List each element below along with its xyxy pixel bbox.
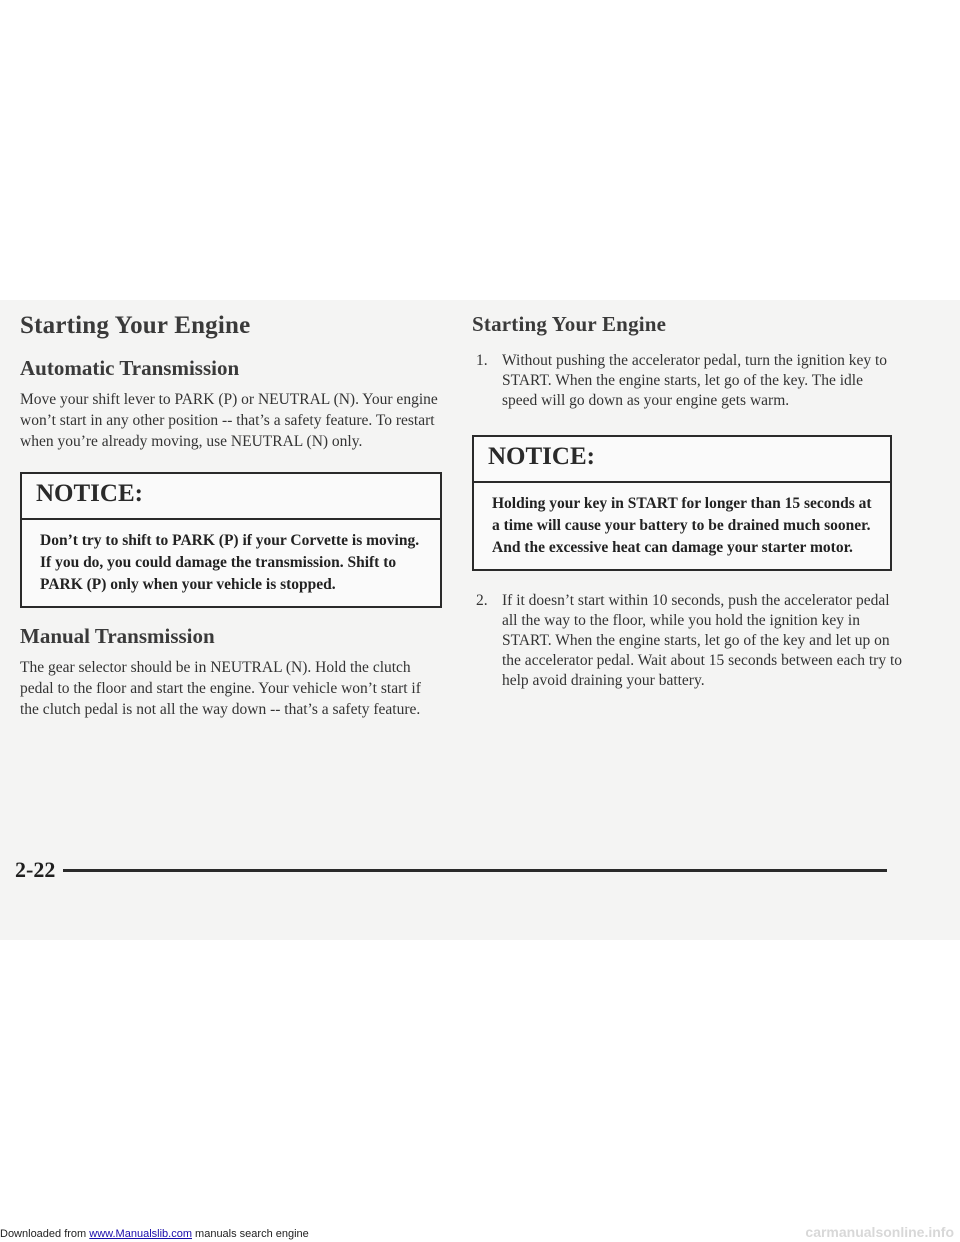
step-number: 1. bbox=[476, 352, 488, 369]
list-item bbox=[472, 591, 902, 691]
notice-text: Holding your key in START for longer than 15 seconds at a time will cause your battery to be drained much sooner. And the excessive heat can damage your starter motor. bbox=[492, 495, 872, 556]
page-number: 2-22 bbox=[15, 857, 56, 882]
step-number: 2. bbox=[476, 592, 488, 609]
download-prefix: Downloaded from bbox=[0, 1228, 90, 1240]
notice-box-starter bbox=[472, 435, 892, 571]
manual-transmission-text: The gear selector should be in NEUTRAL (N). Hold the clutch pedal to the floor and start the engine. Your vehicle won’t start if the clutch pedal is not all the way down -- that’s a safety feature. bbox=[20, 659, 421, 718]
watermark: carmanualsonline.info bbox=[805, 1224, 954, 1240]
notice-title: NOTICE: bbox=[488, 443, 595, 470]
section-title-right: Starting Your Engine bbox=[472, 312, 667, 336]
notice-text: Don’t try to shift to PARK (P) if your Corvette is moving. If you do, you could damage the transmission. Shift to PARK (P) only when your vehicle is stopped. bbox=[40, 532, 420, 593]
step-text: If it doesn’t start within 10 seconds, push the accelerator pedal all the way to the floor, while you hold the ignition key in START. When the engine starts, let go of the key and let up on the accelerator pedal. Wait about 15 seconds between each try to help avoid draining your battery. bbox=[502, 592, 903, 689]
steps-list-part2 bbox=[472, 591, 902, 691]
step-text: Without pushing the accelerator pedal, turn the ignition key to START. When the engine starts, let go of the key. The idle speed will go down as your engine gets warm. bbox=[502, 352, 888, 409]
footer-rule bbox=[63, 869, 887, 872]
manualslib-link[interactable]: www.Manualslib.com bbox=[89, 1228, 192, 1240]
download-suffix: manuals search engine bbox=[191, 1228, 309, 1240]
automatic-transmission-text: Move your shift lever to PARK (P) or NEUTRAL (N). Your engine won’t start in any other position -- that’s a safety feature. To restart when you’re already moving, use NEUTRAL (N) only. bbox=[20, 391, 438, 450]
notice-box-park bbox=[20, 472, 442, 608]
right-column bbox=[472, 312, 902, 691]
list-item bbox=[472, 351, 902, 411]
notice-title: NOTICE: bbox=[36, 480, 143, 507]
section-title: Starting Your Engine bbox=[20, 312, 251, 339]
left-column bbox=[20, 312, 442, 720]
steps-list-part1 bbox=[472, 351, 902, 411]
automatic-transmission-heading: Automatic Transmission bbox=[20, 356, 240, 380]
manual-transmission-heading: Manual Transmission bbox=[20, 624, 215, 648]
page-footer bbox=[15, 858, 887, 882]
